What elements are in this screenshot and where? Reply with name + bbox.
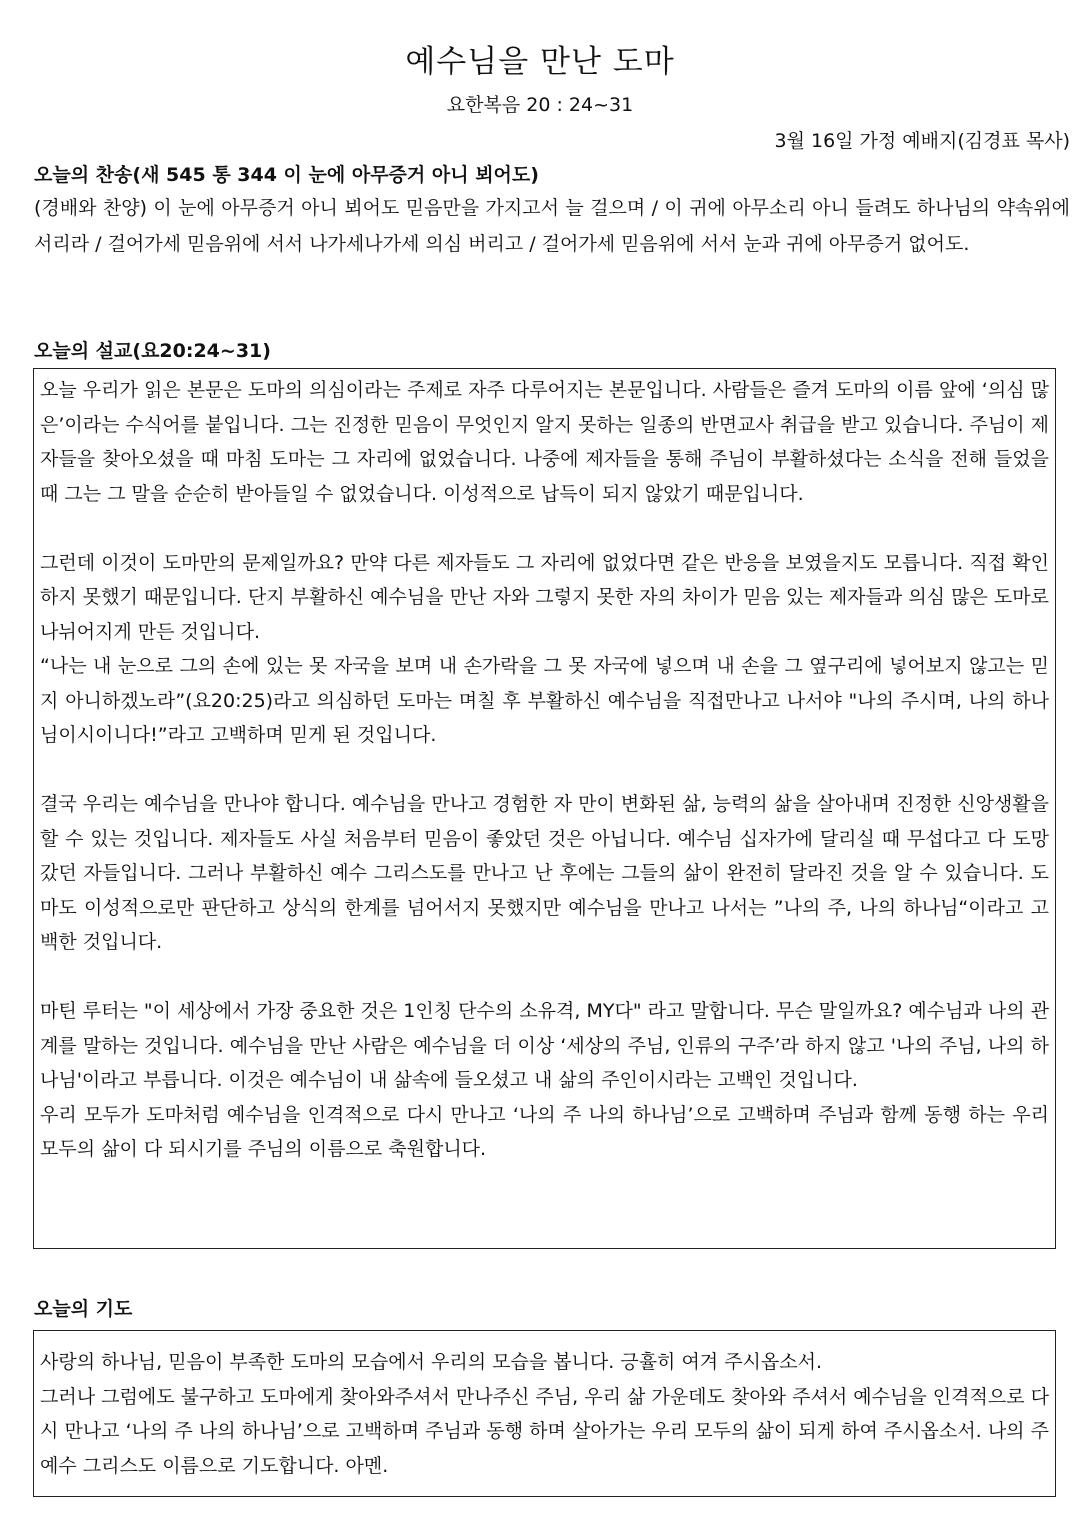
date-line: 3월 16일 가정 예배지(김경표 목사) [774,130,1070,152]
sermon-paragraph-1: 오늘 우리가 읽은 본문은 도마의 의심이라는 주제로 자주 다루어지는 본문입니다. 사람들은 즐겨 도마의 이름 앞에 ‘의심 많은’이라는 수식어를 붙입니다. 그는 진정한 믿음이 무엇인지 알지 못하는 일종의 반면교사 취급을 받고 있습니다. 주님이 제자들을 찾아오셨을 때 마침 도마는 그 자리에 없었습니다. 나중에 제자들을 통해 주님이 부활하셨다는 소식을 전해 들었을 때 그는 그 말을 순순히 받아들일 수 없었습니다. 이성적으로 납득이 되지 않았기 때문입니다. [40,379,1049,505]
prayer-paragraph-2: 그러나 그럼에도 불구하고 도마에게 찾아와주셔서 만나주신 주님, 우리 삶 가운데도 찾아와 주셔서 예수님을 인격적으로 다시 만나고 ‘나의 주 나의 하나님’으로 고백하며 주님과 동행 하며 살아가는 우리 모두의 삶이 되게 하여 주시옵소서. 나의 주 예수 그리스도 이름으로 기도합니다. 아멘. [40,1385,1049,1477]
sermon-box [33,368,1056,1249]
hymn-heading: 오늘의 찬송(새 545 통 344 이 눈에 아무증거 아니 뵈어도) [34,164,539,186]
sermon-heading: 오늘의 설교(요20:24~31) [34,340,271,362]
prayer-heading: 오늘의 기도 [34,1298,133,1320]
prayer-paragraph-1: 사랑의 하나님, 믿음이 부족한 도마의 모습에서 우리의 모습을 봅니다. 긍휼히 여겨 주시옵소서. [40,1351,823,1373]
sermon-paragraph-5: 마틴 루터는 "이 세상에서 가장 중요한 것은 1인칭 단수의 소유격, MY다" 라고 말합니다. 무슨 말일까요? 예수님과 나의 관계를 말하는 것입니다. 예수님을 만난 사람은 예수님을 더 이상 ‘세상의 주님, 인류의 구주’라 하지 않고 '나의 주님, 나의 하나님'이라고 부릅니다. 이것은 예수님이 내 삶속에 들오셨고 내 삶의 주인이시라는 고백인 것입니다. [40,1000,1049,1091]
sermon-paragraph-6: 우리 모두가 도마처럼 예수님을 인격적으로 다시 만나고 ‘나의 주 나의 하나님’으로 고백하며 주님과 함께 동행 하는 우리 모두의 삶이 다 되시기를 주님의 이름으로 축원합니다. [40,1103,1049,1160]
hymn-text: (경배와 찬양) 이 눈에 아무증거 아니 뵈어도 믿음만을 가지고서 늘 걸으며 / 이 귀에 아무소리 아니 들려도 하나님의 약속위에 서리라 / 걸어가세 믿음위에 서서 나가세나가세 의심 버리고 / 걸어가세 믿음위에 서서 눈과 귀에 아무증거 없어도. [34,197,1070,255]
page-title: 예수님을 만난 도마 [405,44,675,80]
sermon-paragraph-3: “나는 내 눈으로 그의 손에 있는 못 자국을 보며 내 손가락을 그 못 자국에 넣으며 내 손을 그 옆구리에 넣어보지 않고는 믿지 아니하겠노라”(요20:25)라고 의심하던 도마는 며칠 후 부활하신 예수님을 직접만나고 나서야 "나의 주시며, 나의 하나님이시이니다!”라고 고백하며 믿게 된 것입니다. [40,655,1049,746]
prayer-box [33,1330,1056,1497]
sermon-paragraph-2: 그런데 이것이 도마만의 문제일까요? 만약 다른 제자들도 그 자리에 없었다면 같은 반응을 보였을지도 모릅니다. 직접 확인하지 못했기 때문입니다. 단지 부활하신 예수님을 만난 자와 그렇지 못한 자의 차이가 믿음 있는 제자들과 의심 많은 도마로 나뉘어지게 만든 것입니다. [40,551,1049,643]
scripture-reference: 요한복음 20 : 24~31 [446,94,634,116]
sermon-paragraph-4: 결국 우리는 예수님을 만나야 합니다. 예수님을 만나고 경험한 자 만이 변화된 삶, 능력의 삶을 살아내며 진정한 신앙생활을 할 수 있는 것입니다. 제자들도 사실 처음부터 믿음이 좋았던 것은 아닙니다. 예수님 십자가에 달리실 때 무섭다고 다 도망갔던 자들입니다. 그러나 부활하신 예수 그리스도를 만나고 난 후에는 그들의 삶이 완전히 달라진 것을 알 수 있습니다. 도마도 이성적으로만 판단하고 상식의 한계를 넘어서지 못했지만 예수님을 만나고 나서는 ”나의 주, 나의 하나님“이라고 고백한 것입니다. [40,793,1049,953]
